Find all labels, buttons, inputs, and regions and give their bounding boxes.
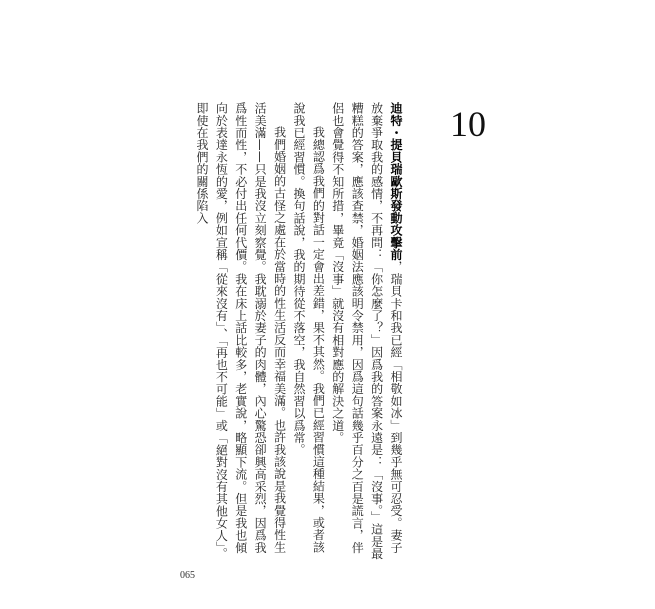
chapter-number: 10 [450,104,486,144]
paragraph-1-bold-lead: 迪特・提貝瑞歐斯發動攻擊前 [389,102,403,261]
paragraph-2-text: 我總認爲我們的對話一定會出差錯，果不其然。我們已經習慣這種結果，或者該說我已經習慣。換句話說，我的期待從不落空，我自然習以爲常。 [291,102,326,553]
page-number: 065 [180,570,195,581]
paragraph-1 [327,102,405,560]
paragraph-3 [192,102,289,560]
paragraph-2 [289,102,328,560]
body-text [158,102,405,560]
paragraph-3-text: 我們婚姻的古怪之處在於當時的性生活反而幸福美滿。也許我該說是我覺得性生活美滿——只是我沒立刻察覺。我耽溺於妻子的肉體，內心驚恐卻興高采烈，因爲我爲性而性，不必付出任何代價。我在床上話比較多，老實說，略顯下流。但是我也傾向於表達永恆的愛，例如宣稱「從來沒有」、「再也不可能」或「絕對沒有其他女人」。即使在我們的關係陷入 [194,102,287,560]
paragraph-1-text: ，瑞貝卡和我已經「相敬如冰」到幾乎無可忍受。妻子放棄爭取我的感情，不再問：「你怎麼了？」因爲我的答案永遠是：「沒事。」這是最糟糕的答案，應該查禁，婚姻法應該明令禁用，因爲這句話幾乎百分之百是謊言，伴侶也會覺得不知所措，畢竟「沒事」就沒有相對應的解決之道。 [330,102,403,560]
